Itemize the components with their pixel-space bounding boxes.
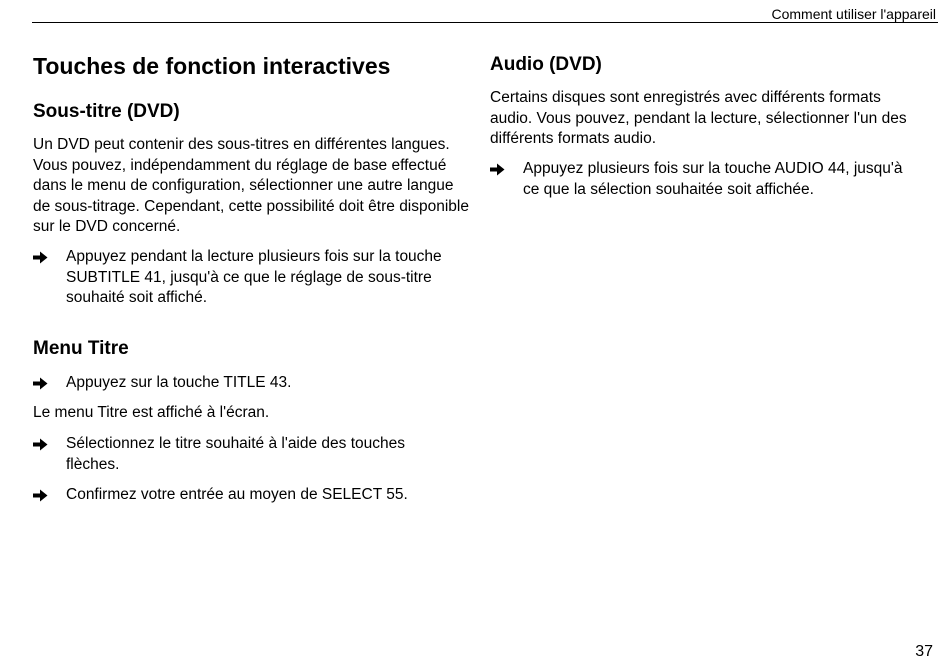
subtitles-step-text: Appuyez pendant la lecture plusieurs fois sur la touche SUBTITLE 41, jusqu'à ce que le réglage de sous-titre souhaité soit affiché. xyxy=(66,248,442,306)
subtitles-heading: Sous-titre (DVD) xyxy=(33,101,180,122)
right-arrow-icon xyxy=(33,485,66,506)
header-divider xyxy=(32,22,938,23)
right-arrow-icon xyxy=(33,434,66,455)
title-menu-step-1 xyxy=(33,373,458,394)
subtitles-step xyxy=(33,247,458,309)
title-menu-step-3-text: Confirmez votre entrée au moyen de SELECT 55. xyxy=(66,486,408,503)
title-menu-note: Le menu Titre est affiché à l'écran. xyxy=(33,404,270,421)
title-menu-step-3 xyxy=(33,485,458,506)
right-arrow-icon xyxy=(33,247,66,268)
subtitles-paragraph: Un DVD peut contenir des sous-titres en différentes langues. Vous pouvez, indépendamment du réglage de base effectué dans le menu de configuration, sélectionner une autre langue de sous-titrage. Cependant, cette possibilité doit être disponible sur le DVD concerné. xyxy=(33,136,469,235)
right-arrow-icon xyxy=(33,373,66,394)
audio-step xyxy=(490,159,910,200)
audio-heading: Audio (DVD) xyxy=(490,54,602,75)
title-menu-step-2 xyxy=(33,434,458,475)
audio-paragraph: Certains disques sont enregistrés avec différents formats audio. Vous pouvez, pendant la lecture, sélectionner l'un des différents formats audio. xyxy=(490,89,907,147)
audio-step-text: Appuyez plusieurs fois sur la touche AUDIO 44, jusqu'à ce que la sélection souhaitée soit affichée. xyxy=(523,160,903,198)
page-title: Touches de fonction interactives xyxy=(33,53,391,79)
header-section-title: Comment utiliser l'appareil xyxy=(771,6,936,22)
title-menu-step-1-text: Appuyez sur la touche TITLE 43. xyxy=(66,374,292,391)
page-number: 37 xyxy=(915,643,933,660)
right-arrow-icon xyxy=(490,159,523,180)
title-menu-heading: Menu Titre xyxy=(33,338,129,359)
title-menu-step-2-text: Sélectionnez le titre souhaité à l'aide des touches flèches. xyxy=(66,435,406,473)
